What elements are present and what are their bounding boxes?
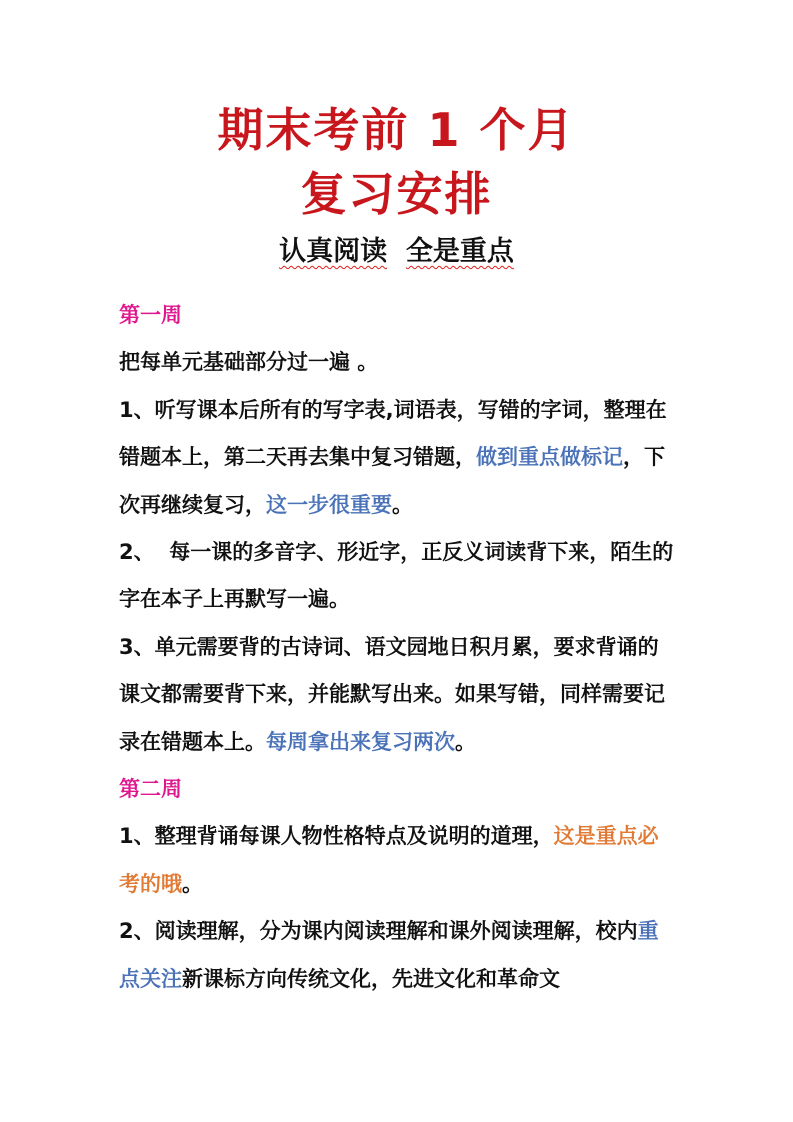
week2-item1	[119, 813, 679, 908]
week2-item1-highlight-exam: 这是重点必考的哦	[119, 824, 659, 896]
week2-item2-highlight-focus: 重点关注	[119, 919, 659, 991]
subtitle-part2: 全是重点	[405, 236, 514, 267]
week1-item1-highlight-important: 这一步很重要	[266, 492, 392, 517]
week1-intro: 把每单元基础部分过一遍 。	[119, 350, 379, 375]
week1-heading: 第一周	[119, 303, 182, 327]
week1-item1-text-e: 。	[392, 492, 413, 517]
subtitle-part1: 认真阅读	[279, 236, 388, 267]
week2-item1-text-a: 1、整理背诵每课人物性格特点及说明的道理，	[119, 824, 554, 849]
week2-heading: 第二周	[119, 777, 182, 802]
week2-item2-text-a: 2、阅读理解，分为课内阅读理解和课外阅读理解，校内	[119, 919, 638, 944]
week1-item3-highlight-review: 每周拿出来复习两次	[266, 729, 455, 754]
page-subtitle	[0, 232, 793, 272]
week1-item3	[119, 624, 679, 766]
page-title-line2: 复习安排	[300, 167, 493, 221]
week1-item3-text-c: 。	[455, 729, 476, 754]
week1-item1-highlight-mark: 做到重点做标记	[476, 445, 623, 470]
week1-item1-text-c: ，下次再继续复习，	[119, 445, 665, 517]
week1-item1-text-a: 1、听写课本后所有的写字表,词语表，写错的字词，整理在错题本上，第二天再去集中复习错题，	[119, 397, 667, 470]
week2-item1-text-c: 。	[182, 871, 203, 896]
page-title-line1: 期末考前 1 个月	[217, 103, 576, 157]
week2-item2	[119, 908, 679, 1003]
week1-item3-text-a: 3、单元需要背的古诗词、语文园地日积月累，要求背诵的课文都需要背下来，并能默写出来。如果写错，同样需要记录在错题本上。	[119, 634, 665, 754]
document-body	[119, 292, 679, 1003]
week1-item2: 2、 每一课的多音字、形近字，正反义词读背下来，陌生的字在本子上再默写一遍。	[119, 540, 674, 612]
week2-item2-text-c: 新课标方向传统文化，先进文化和革命文	[182, 966, 560, 991]
week1-item1	[119, 387, 679, 529]
